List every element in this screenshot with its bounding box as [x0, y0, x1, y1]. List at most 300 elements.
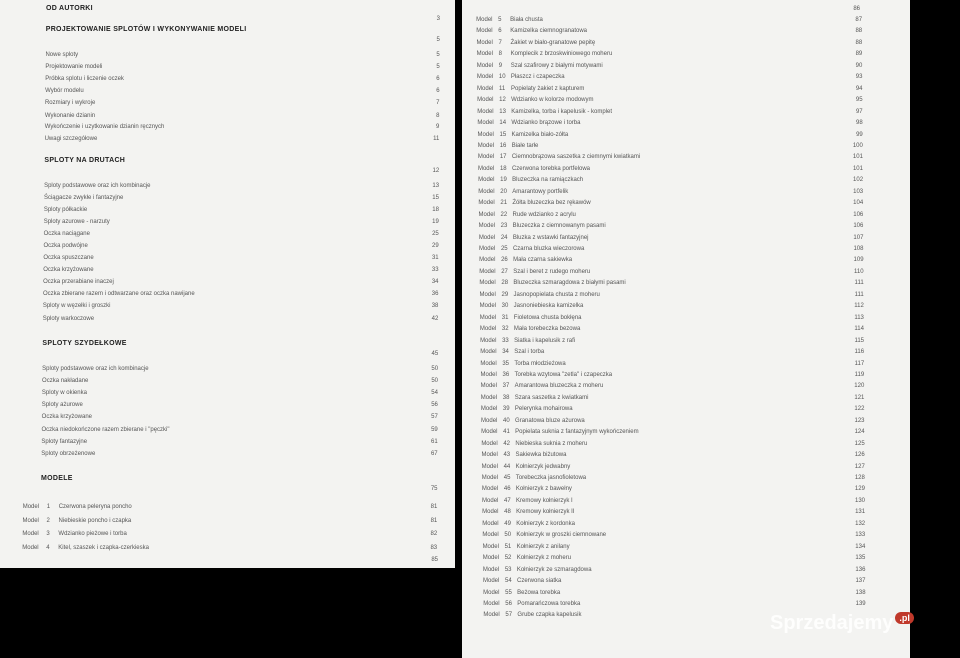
model-label: Model [477, 120, 494, 127]
model-label: Model [481, 452, 498, 459]
model-number: 32 [501, 326, 509, 333]
model-number: 20 [500, 188, 507, 195]
entry-title: Kamizelka biało-zółta [511, 131, 569, 138]
page-number: 5 [436, 64, 440, 70]
entry-title: Żakiet w biało-granatowe pepitę [510, 39, 596, 46]
model-number: 45 [503, 475, 511, 481]
model-label: Model [479, 291, 496, 298]
model-label: Model [481, 429, 498, 436]
toc-entry [0, 264, 455, 276]
model-number: 15 [499, 131, 507, 138]
toc-model-entry [462, 392, 910, 404]
toc-model-entry [462, 220, 910, 232]
entry-title: Sploty podstawowe oraz ich kombinacje [42, 366, 149, 372]
toc-model-entry [462, 449, 910, 461]
entry-title: Czarna bluzka wieczorowa [512, 246, 585, 252]
page-number: 113 [854, 314, 864, 321]
entry-title: Mała czarna sakiewka [513, 257, 573, 264]
entry-title: Kamizelka, torba i kapelusik - komplet [511, 108, 612, 115]
page-number: 85 [431, 557, 438, 563]
toc-entry [0, 424, 455, 436]
model-label: Model [482, 497, 499, 504]
page-number: 101 [852, 154, 863, 161]
model-label: Model [482, 509, 499, 516]
model-label: Model [476, 17, 493, 23]
entry-title: Kitel, szaszek i czapka-czerkieska [58, 545, 149, 551]
page-number: 104 [853, 200, 864, 207]
page-number: 119 [854, 371, 865, 378]
page-number: 38 [431, 303, 439, 309]
model-number: 1 [46, 504, 51, 510]
entry-title: Kołnierzyk w groszki ciemnowane [516, 532, 607, 539]
entry-title: Czerwona siatka [516, 578, 562, 585]
entry-title: Amarantowa bluzeczka z moheru [514, 383, 604, 390]
entry-title: Grube czapka kapelusik [517, 612, 582, 619]
model-label: Model [481, 475, 499, 481]
page-number: 109 [853, 257, 864, 264]
model-number: 21 [500, 200, 508, 207]
toc-entry [0, 313, 455, 325]
toc-model-entry [462, 106, 910, 118]
model-number: 41 [503, 429, 510, 436]
page-number: 112 [854, 303, 864, 310]
page-number: 75 [430, 486, 438, 492]
entry-title: Bluzeczka szmaragdowa z białymi pasami [513, 280, 626, 287]
page-number: 67 [430, 451, 438, 457]
entry-title: Granatowa bluze ażurowa [515, 417, 585, 424]
toc-entry [0, 240, 455, 252]
toc-entry [0, 252, 455, 264]
model-number: 40 [503, 417, 510, 424]
toc-model-entry [462, 495, 910, 507]
toc-model-entry [462, 25, 910, 37]
model-label: Model [22, 504, 40, 510]
toc-model-entry [462, 564, 910, 576]
model-number: 47 [504, 497, 511, 504]
model-number: 3 [46, 531, 50, 537]
entry-title: Żółta bluzeczka bez rękawów [512, 200, 591, 207]
entry-title: Szal szafirowy z białymi motywami [510, 62, 603, 69]
section-title: OD AUTORKI [45, 5, 93, 12]
entry-title: Kołnierzyk z bawełny [515, 486, 572, 493]
model-label: Model [477, 154, 495, 161]
entry-title: Niebieskie poncho i czapka [58, 518, 132, 524]
toc-model-entry [0, 501, 455, 513]
model-label: Model [483, 600, 500, 607]
model-number: 13 [499, 108, 506, 115]
entry-title: Kołnierzyk ze szmaragdowa [516, 566, 592, 573]
toc-entry [0, 216, 455, 228]
model-number: 2 [46, 518, 50, 524]
page-number: 12 [432, 168, 440, 174]
entry-title: Sploty warkoczowe [42, 316, 95, 322]
toc-model-entry [462, 60, 910, 72]
entry-title: Oczka krzyżowane [41, 414, 93, 420]
toc-model-entry [462, 14, 910, 26]
page-number: 121 [854, 394, 865, 401]
toc-model-entry [462, 48, 910, 60]
entry-title: Wykonanie dzianin [44, 113, 96, 119]
entry-title: Wdzianko brązowe i torba [511, 120, 581, 127]
entry-title: Kremowy kołnierzyk II [516, 509, 575, 516]
toc-model-entry [462, 94, 910, 106]
toc-model-entry [462, 117, 910, 129]
toc-model-entry [462, 163, 910, 175]
entry-title: Komplecik z brzoskwiniowego moheru [510, 51, 613, 58]
left-page [0, 0, 455, 568]
model-number: 29 [501, 291, 509, 298]
page-number: 133 [855, 532, 866, 539]
toc-entry [0, 276, 455, 288]
model-number: 28 [501, 280, 509, 287]
entry-title: Oczka naciągane [43, 231, 90, 237]
entry-title: Popielaty żakiet z kapturem [511, 85, 585, 92]
entry-title: Kamizelka ciemnogranatowa [510, 28, 588, 35]
model-label: Model [22, 531, 39, 537]
entry-title: Próbka splotu i liczenie oczek [45, 76, 124, 82]
model-number: 48 [504, 509, 511, 516]
entry-title: Torba młodzieżowa [514, 360, 566, 367]
page-number: 125 [854, 440, 865, 447]
model-number: 11 [499, 85, 506, 92]
entry-title: Fioletowa chusta bokłęna [513, 314, 582, 321]
section-title: PROJEKTOWANIE SPLOTÓW I WYKONYWANIE MODELI [45, 26, 247, 33]
page-number: 19 [432, 219, 439, 225]
entry-title: Wdzianko w kolorze modowym [511, 97, 594, 104]
page-number: 9 [436, 124, 440, 130]
page-number: 89 [855, 51, 863, 58]
toc-model-entry [462, 83, 910, 95]
toc-model-entry [462, 483, 910, 495]
model-number: 17 [499, 154, 507, 161]
model-label: Model [480, 360, 497, 367]
toc-entry [0, 97, 455, 109]
toc-entry [0, 288, 455, 300]
entry-title: Sploty obrzeżenowe [41, 451, 96, 457]
toc-model-entry [462, 254, 910, 266]
page-number: 99 [856, 131, 863, 138]
model-label: Model [480, 349, 497, 356]
entry-title: Ciemnobrązowa saszetka z ciemnymi kwiatkami [511, 154, 641, 161]
model-label: Model [479, 257, 496, 264]
model-number: 36 [502, 371, 510, 378]
entry-title: Wykończenie i uzytkowanie dzianin ręcznych [44, 124, 165, 130]
model-label: Model [478, 246, 496, 252]
page-number: 29 [432, 243, 439, 249]
model-number: 19 [500, 177, 507, 184]
model-number: 52 [504, 555, 512, 562]
toc-entry [0, 73, 455, 85]
toc-heading [0, 473, 455, 492]
model-number: 23 [500, 223, 508, 230]
entry-title: Sploty fantazyjne [41, 439, 88, 445]
section-title: MODELE [41, 475, 73, 482]
entry-title: Oczka nakładane [42, 378, 89, 384]
model-number: 54 [504, 578, 512, 585]
page-number: 120 [854, 383, 865, 390]
toc-entry [0, 61, 455, 73]
page-number: 83 [430, 545, 438, 551]
model-number: 44 [503, 463, 511, 470]
page-number: 127 [854, 463, 865, 470]
model-label: Model [22, 545, 39, 551]
watermark-text: Sprzedajemy [770, 612, 894, 634]
toc-model-entry [462, 140, 910, 152]
entry-title: Oczka niedokończone razem zbierane i "pęczki" [41, 427, 170, 433]
page-number: 82 [430, 531, 438, 537]
page-number: 116 [854, 349, 865, 356]
entry-title: Popielata suknia z fantazyjnym wykończeniem [515, 429, 639, 436]
model-number: 49 [504, 520, 511, 527]
entry-title: Mała torebeczka bezowa [513, 326, 581, 333]
model-label: Model [480, 383, 497, 390]
page-number: 7 [436, 100, 440, 106]
section-title: SPLOTY NA DRUTACH [44, 157, 126, 164]
toc-entry [0, 204, 455, 216]
toc-model-entry [462, 472, 910, 484]
toc-model-entry [462, 552, 910, 564]
page-number: 132 [855, 520, 866, 527]
page-number: 13 [432, 183, 440, 189]
toc-model-entry [462, 518, 910, 530]
toc-model-entry [462, 243, 910, 255]
model-label: Model [479, 326, 497, 333]
toc-entry [0, 363, 455, 375]
page-number: 50 [431, 366, 439, 372]
model-label: Model [480, 371, 497, 378]
page-number: 108 [853, 246, 864, 252]
page-number: 59 [431, 427, 438, 433]
page-number: 87 [855, 17, 863, 23]
model-number: 39 [502, 406, 510, 413]
page-number: 42 [431, 316, 439, 322]
toc-model-entry [462, 335, 910, 347]
page-number: 98 [856, 120, 863, 127]
page-number: 88 [855, 28, 863, 35]
toc-model-entry [462, 541, 910, 553]
page-number: 103 [853, 188, 864, 195]
page-number: 124 [854, 429, 865, 436]
model-label: Model [479, 280, 496, 287]
model-label: Model [481, 486, 499, 493]
page-number: 31 [431, 255, 439, 261]
model-number: 27 [501, 268, 508, 275]
model-label: Model [481, 440, 498, 447]
toc-model-entry [0, 542, 455, 554]
page-number: 139 [855, 600, 866, 607]
page-number: 88 [855, 39, 863, 46]
entry-title: Sploty podstawowe oraz ich kombinacje [44, 183, 151, 189]
model-number: 35 [502, 360, 510, 367]
watermark-logo [770, 612, 914, 635]
model-number: 7 [498, 39, 502, 46]
page-number: 8 [436, 113, 440, 119]
model-label: Model [480, 406, 498, 413]
model-label: Model [482, 520, 499, 527]
page-number: 114 [854, 326, 864, 333]
model-label: Model [481, 463, 498, 470]
toc-model-entry [462, 575, 910, 587]
page-number: 11 [433, 136, 440, 142]
model-number: 53 [504, 566, 512, 573]
toc-entry [0, 436, 455, 448]
model-label: Model [476, 39, 493, 46]
model-number: 46 [503, 486, 511, 493]
toc-model-entry [462, 312, 910, 324]
toc-heading [0, 155, 455, 174]
model-number: 43 [503, 452, 511, 459]
page-number: 102 [853, 177, 864, 184]
toc-model-entry [462, 174, 910, 186]
toc-model-entry [462, 380, 910, 392]
page-number: 97 [855, 108, 863, 115]
page-number: 136 [855, 566, 866, 573]
toc-model-entry [462, 71, 910, 83]
model-label: Model [477, 131, 494, 138]
model-label: Model [482, 555, 500, 562]
model-number: 37 [502, 383, 510, 390]
model-number: 57 [505, 612, 513, 619]
toc-model-entry [462, 266, 910, 278]
toc-entry [0, 228, 455, 240]
page-number: 110 [854, 268, 864, 275]
model-number: 56 [505, 600, 512, 607]
page-number: 5 [436, 37, 440, 43]
entry-title: Siatka i kapelusik z rafi [514, 337, 576, 344]
model-label: Model [476, 62, 494, 69]
entry-title: Bluzeczka z ciemnowanym pasami [512, 223, 606, 230]
entry-title: Oczka przerabiane inaczej [43, 279, 114, 285]
toc-entry [0, 180, 455, 192]
entry-title: Bluzeczka na ramiączkach [512, 177, 584, 184]
model-label: Model [480, 394, 498, 401]
toc-model-entry [462, 232, 910, 244]
model-number: 55 [505, 589, 512, 596]
entry-title: Wybór modelu [45, 88, 84, 94]
toc-entry [0, 375, 455, 387]
toc-model-entry [462, 323, 910, 335]
page-number: 134 [855, 543, 866, 550]
toc-entry [0, 448, 455, 460]
model-label: Model [476, 51, 493, 58]
page-number: 100 [852, 142, 863, 149]
toc-model-entry [462, 300, 910, 312]
entry-title: Torebka wzytowa "zetla" i czapeczka [514, 371, 613, 378]
page-number: 18 [432, 207, 439, 213]
page-number: 93 [855, 74, 863, 81]
page-number: 138 [855, 589, 866, 596]
toc-model-entry [462, 209, 910, 221]
entry-title: Białe tarłe [511, 142, 539, 149]
entry-title: Rude wdzianko z acrylu [512, 211, 576, 218]
entry-title: Beżowa torebka [517, 589, 561, 596]
toc-model-entry [462, 186, 910, 198]
entry-title: Czerwona peleryna poncho [58, 504, 132, 510]
entry-title: Szal i beret z rudego moheru [513, 268, 591, 275]
model-label: Model [478, 200, 495, 207]
entry-title: Pomarańczowa torebka [517, 600, 581, 607]
page-number: 25 [432, 231, 439, 237]
page-number: 56 [431, 402, 438, 408]
entry-title: Kołnierzyk z kordonka [516, 520, 575, 527]
model-label: Model [477, 97, 494, 104]
toc-model-entry [462, 129, 910, 141]
page-number: 130 [854, 497, 865, 504]
model-label: Model [478, 177, 495, 184]
toc-model-entry [462, 529, 910, 541]
page-number: 90 [855, 62, 863, 69]
toc-entry [0, 85, 455, 97]
model-label: Model [479, 314, 497, 321]
toc-heading [0, 24, 455, 43]
model-number: 14 [499, 120, 507, 127]
toc-entry [0, 300, 455, 312]
entry-title: Oczka spuszczane [43, 255, 94, 261]
model-label: Model [482, 543, 499, 550]
trailing-page-number [0, 554, 455, 566]
model-label: Model [479, 268, 496, 275]
entry-title: Ściągacze zwykłe i fantazyjne [43, 195, 124, 201]
model-number: 30 [501, 303, 509, 310]
page-number: 128 [854, 475, 865, 481]
model-label: Model [481, 417, 498, 424]
model-label: Model [483, 612, 500, 619]
entry-title: Płaszcz i czapeczka [510, 74, 565, 81]
entry-title: Uwagi szczegółowe [44, 136, 98, 142]
toc-model-entry [462, 346, 910, 358]
page-number: 33 [431, 267, 439, 273]
page-number: 135 [855, 555, 866, 562]
model-number: 10 [498, 74, 506, 81]
toc-entry [0, 192, 455, 204]
toc-model-entry [462, 587, 910, 599]
toc-entry [0, 49, 455, 61]
entry-title: Wdzianko pieżowe i torba [58, 531, 127, 537]
entry-title: Oczka podwójne [43, 243, 88, 249]
page-number: 106 [853, 223, 864, 230]
entry-title: Sploty ażurowe [41, 402, 83, 408]
page-number: 94 [855, 85, 863, 92]
page-number: 6 [436, 76, 440, 82]
toc-entry [0, 387, 455, 399]
entry-title: Torebeczka jasnofioletowa [515, 475, 587, 481]
model-label: Model [477, 108, 494, 115]
section-title: SPLOTY SZYDEŁKOWE [42, 340, 127, 347]
model-number: 38 [502, 394, 510, 401]
entry-title: Sploty azurowe - narzuty [43, 219, 110, 225]
page-number: 36 [431, 291, 439, 297]
page-number: 3 [436, 16, 440, 22]
page-number: 123 [854, 417, 865, 424]
entry-title: Sploty półkackie [43, 207, 88, 213]
page-number: 61 [431, 439, 438, 445]
page-number: 126 [854, 452, 865, 459]
model-number: 42 [503, 440, 510, 447]
model-number: 4 [46, 545, 50, 551]
page-number: 81 [430, 518, 438, 524]
toc-entry [0, 399, 455, 411]
entry-title: Rozmiary i wykroje [44, 100, 96, 106]
entry-title: Kołnierzyk z moheru [516, 555, 572, 562]
model-number: 9 [498, 62, 503, 69]
model-number: 31 [501, 314, 509, 321]
page-number: 34 [431, 279, 439, 285]
page-number: 137 [855, 578, 866, 585]
entry-title: Pelerynka mohairowa [514, 406, 573, 413]
page-number: 111 [854, 280, 864, 287]
page-number: 86 [853, 6, 860, 12]
entry-title: Jasnoniebieska kamizelka [513, 303, 584, 310]
